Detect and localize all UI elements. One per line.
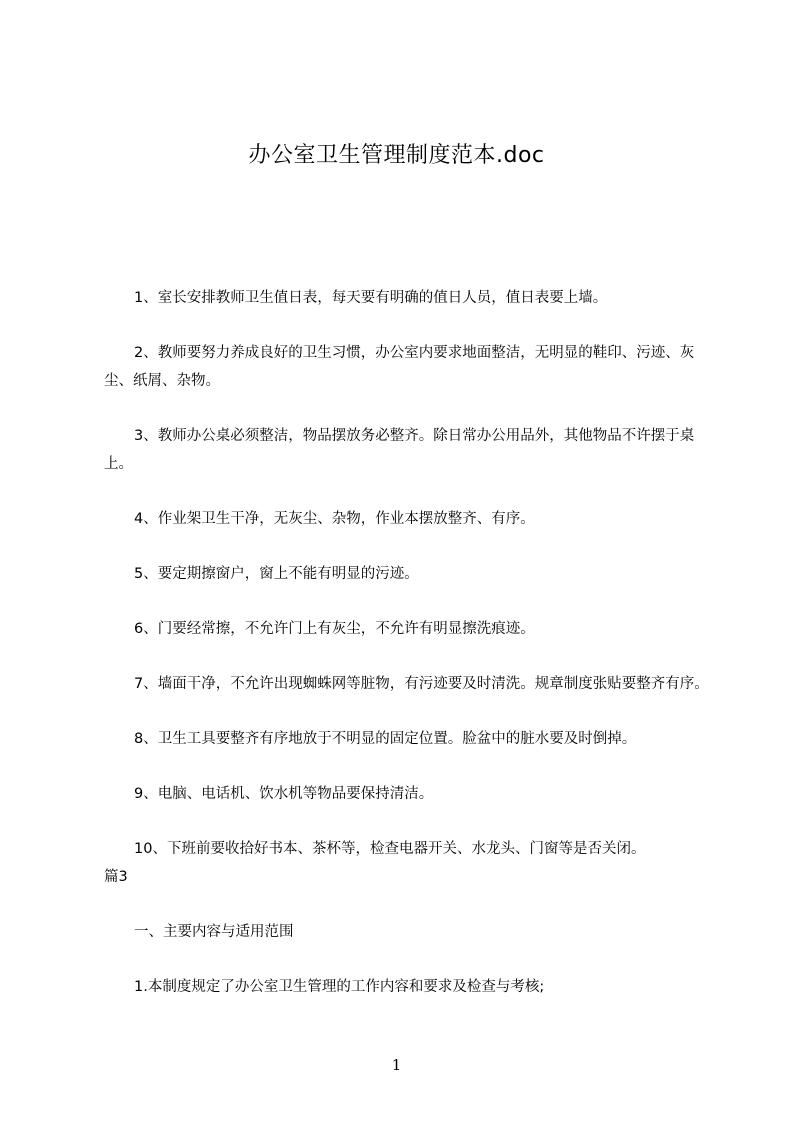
section-heading: 一、主要内容与适用范围 bbox=[134, 924, 294, 940]
paragraph-10: 10、下班前要收拾好书本、茶杯等，检查电器开关、水龙头、门窗等是否关闭。 bbox=[134, 841, 646, 857]
paragraph-2: 2、教师要努力养成良好的卫生习惯，办公室内要求地面整洁，无明显的鞋印、污迹、灰尘、纸屑、杂物。 bbox=[104, 345, 695, 389]
section-marker: 篇3 bbox=[104, 869, 128, 885]
paragraph-5: 5、要定期擦窗户，窗上不能有明显的污迹。 bbox=[134, 566, 419, 582]
paragraph-6: 6、门要经常擦，不允许门上有灰尘，不允许有明显擦洗痕迹。 bbox=[134, 621, 535, 637]
paragraph-8: 8、卫生工具要整齐有序地放于不明显的固定位置。脸盆中的脏水要及时倒掉。 bbox=[134, 731, 637, 747]
paragraph-3: 3、教师办公桌必须整洁，物品摆放务必整齐。除日常办公用品外，其他物品不许摆于桌上。 bbox=[104, 428, 695, 472]
document-body bbox=[104, 284, 710, 1028]
paragraph-scope-1: 1.本制度规定了办公室卫生管理的工作内容和要求及检查与考核; bbox=[134, 979, 545, 995]
paragraph-4: 4、作业架卫生干净，无灰尘、杂物，作业本摆放整齐、有序。 bbox=[134, 511, 535, 527]
document-title: 办公室卫生管理制度范本.doc bbox=[248, 143, 545, 168]
paragraph-9: 9、电脑、电话机、饮水机等物品要保持清洁。 bbox=[134, 786, 434, 802]
paragraph-7: 7、墙面干净，不允许出现蜘蛛网等脏物，有污迹要及时清洗。规章制度张贴要整齐有序。 bbox=[134, 676, 709, 692]
page-number: 1 bbox=[391, 1056, 402, 1074]
paragraph-1: 1、室长安排教师卫生值日表，每天要有明确的值日人员，值日表要上墙。 bbox=[134, 290, 608, 306]
